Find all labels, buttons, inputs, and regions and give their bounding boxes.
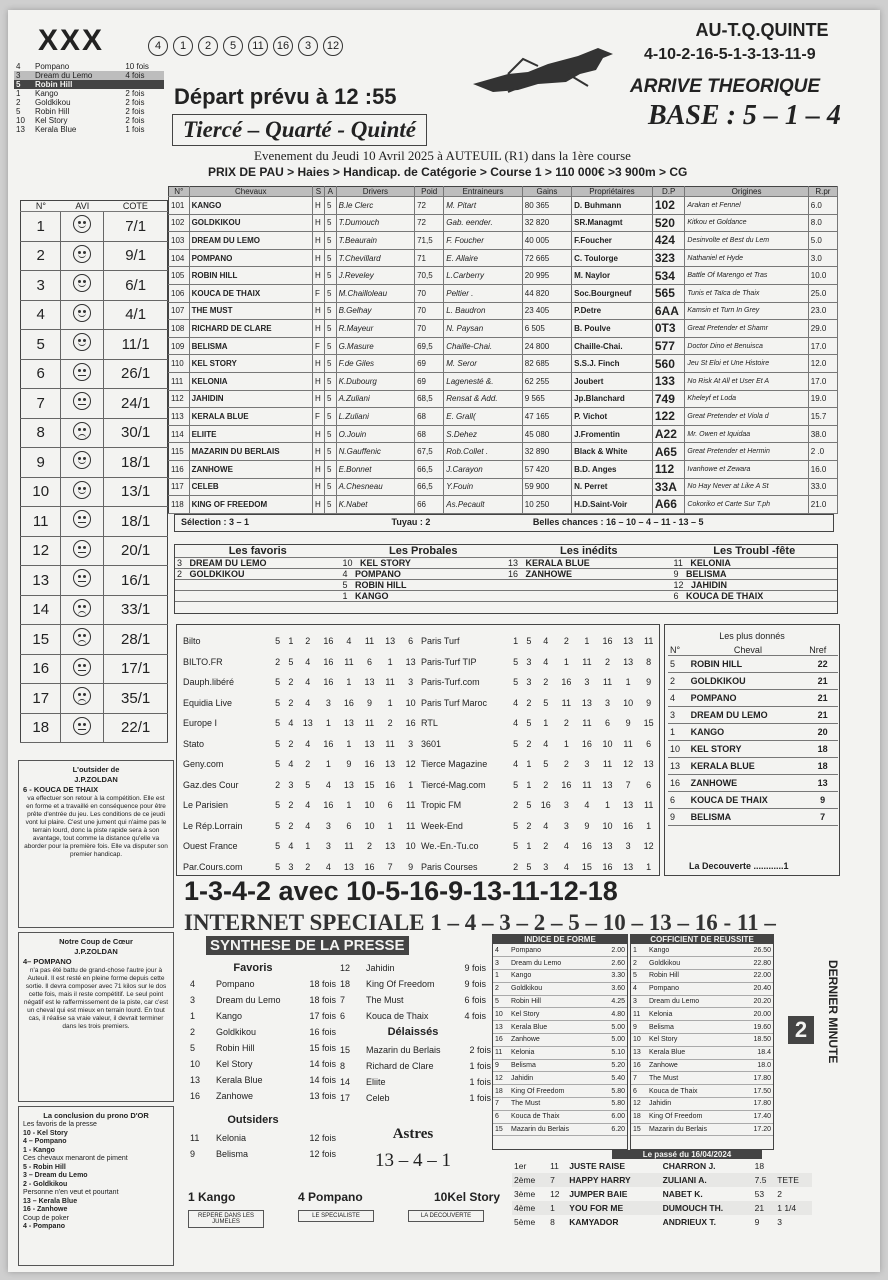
- avi-row: 2 9/1: [21, 241, 168, 271]
- happy-face-icon: [73, 333, 91, 351]
- runner-row: 101 KANGO H 5 B.le Clerc 72 M. Pitart 80 365 D. Buhmann 102 Arakan et Fennel 6.0: [169, 197, 838, 215]
- form-row: 3 Dream du Lemo 20.20: [631, 995, 773, 1008]
- avi-row: 8 30/1: [21, 418, 168, 448]
- runners-header: A: [325, 187, 337, 197]
- runners-table: [168, 186, 838, 514]
- synthese-row: 3 Dream du Lemo 18 fois: [190, 995, 336, 1005]
- synthese-col2: [338, 960, 488, 1024]
- conclusion-line: 13 – Kerala Blue: [23, 1197, 78, 1205]
- avi-header-row: [21, 201, 168, 212]
- avi-row: 16 17/1: [21, 654, 168, 684]
- conclusion-line: Coup de poker: [23, 1214, 69, 1222]
- form-row: 5 Robin Hill 4.25: [493, 995, 627, 1008]
- categories-box: [174, 544, 838, 614]
- press-right-table: [419, 631, 659, 877]
- runners-header: Entraineurs: [444, 187, 523, 197]
- synthese-row: 4 Pompano 18 fois: [190, 979, 336, 989]
- category-title: Les favoris: [175, 545, 341, 558]
- conclusion-lines: [23, 1121, 169, 1232]
- outsider-horse: 6 - KOUCA DE THAIX: [23, 785, 99, 794]
- arrive-label: ARRIVE THEORIQUE: [630, 76, 821, 97]
- horse-logo-icon: [468, 44, 618, 94]
- press-row: Le Parisien 5 2 4 16 1 10 6 11: [183, 800, 416, 811]
- passe-row: 2ème 7 HAPPY HARRY ZULIANI A. 7.5 TETE: [512, 1173, 812, 1187]
- outsider-text: va effectuer son retour à la compétition. Elle est en forme et a travaillé en conséquence pour être prête d'entrée du jeu. Les conditions de ce jeudi vont lui plaire. C'est une jument qui n'aime pas le terrain lourd, donc la piste rapide sera à son avantage, tout comme la distance qu'elle va aborder pour la première fois. Elle va disputer son premier handicap.: [24, 795, 168, 858]
- form-row: 2 Goldkikou 3.60: [493, 982, 627, 995]
- passe-table: [512, 1159, 812, 1229]
- internet-speciale: INTERNET SPECIALE 1 – 4 – 3 – 2 – 5 – 10 – 13 – 16 - 11 –: [184, 910, 776, 935]
- form-row: 10 Kel Story 18.50: [631, 1034, 773, 1047]
- mini-list-row: 1 Kango 2 fois: [16, 89, 145, 98]
- avi-row: 11 18/1: [21, 507, 168, 537]
- conclusion-line: 2 - Goldkikou: [23, 1180, 68, 1188]
- runners-header-row: [169, 187, 838, 197]
- belles-text: Belles chances : 16 – 10 – 4 – 11 - 13 – 5: [532, 517, 704, 527]
- top-right-title: AU-T.Q.QUINTE: [695, 20, 829, 40]
- synthese-row: 1 Kango 17 fois: [190, 1011, 336, 1021]
- synthese-row: 7 The Must 6 fois: [340, 995, 486, 1005]
- neutral-face-icon: [73, 363, 91, 381]
- form-row: 1 Kango 26.50: [631, 944, 773, 957]
- sad-face-icon: [73, 628, 91, 646]
- base-label: BASE : 5 – 1 – 4: [648, 100, 841, 131]
- number-circle: 12: [323, 36, 343, 56]
- avi-table: [20, 200, 168, 743]
- mini-list-row: 3 Dream du Lemo 4 fois: [14, 71, 164, 80]
- number-circle: 4: [148, 36, 168, 56]
- runners-header: Propriétaires: [572, 187, 653, 197]
- runner-row: 113 KERALA BLUE F 5 L.Zuliani 68 E. Grall( 47 165 P. Vichot 122 Great Pretender et Viola d 15.7: [169, 408, 838, 426]
- conclusion-title: La conclusion du prono D'OR: [43, 1111, 149, 1120]
- synthese-row: 2 Goldkikou 16 fois: [190, 1027, 336, 1037]
- conclusion-line: 1 - Kango: [23, 1146, 55, 1154]
- form-row: 5 Robin Hill 22.00: [631, 970, 773, 983]
- form-row: 15 Mazarin du Berlais 6.20: [493, 1123, 627, 1136]
- coef-table: [631, 944, 773, 1136]
- category-item: 5 ROBIN HILL: [341, 580, 507, 591]
- astres-title: Astres: [392, 1126, 434, 1142]
- press-row: Paris Turf 1 5 4 2 1 16 13 11: [421, 636, 654, 647]
- press-row: Gaz.des Cour 2 3 5 4 13 15 16 1: [183, 779, 414, 790]
- number-circle: 2: [198, 36, 218, 56]
- neutral-face-icon: [73, 540, 91, 558]
- form-row: 6 Kouca de Thaix 17.50: [631, 1085, 773, 1098]
- conclusion-line: Personne n'en veut et pourtant: [23, 1189, 119, 1196]
- number-circle: 16: [273, 36, 293, 56]
- xxx-title: XXX: [38, 24, 105, 57]
- synthese-row: 6 Kouca de Thaix 4 fois: [340, 1011, 486, 1021]
- synthese-outsiders: [188, 1130, 338, 1162]
- synthese-row: 16 Zanhowe 13 fois: [190, 1091, 336, 1101]
- press-left-table: [181, 631, 421, 877]
- category-title: Les Troubl -fête: [672, 545, 838, 558]
- big-combination: 1-3-4-2 avec 10-5-16-9-13-11-12-18: [184, 876, 618, 906]
- press-row: Paris-Turf.com 5 3 2 16 3 11 1 9: [421, 677, 652, 688]
- bottom-pick: 10Kel Story LA DECOUVERTE: [408, 1190, 508, 1222]
- form-row: 13 Kerala Blue 5.00: [493, 1021, 627, 1034]
- category-item: 1 KANGO: [341, 591, 507, 602]
- runners-header: Poid: [415, 187, 444, 197]
- prix-line: PRIX DE PAU > Haies > Handicap. de Catégorie > Course 1 > 110 000€ >3 900m > CG: [208, 165, 688, 179]
- runner-row: 102 GOLDKIKOU H 5 T.Dumouch 72 Gab. eender. 32 820 SR.Managmt 520 Kitkou et Goldance 8.0: [169, 214, 838, 232]
- arrival-sequence: 4-10-2-16-5-1-3-13-11-9: [644, 46, 816, 63]
- runner-row: 107 THE MUST H 5 B.Gelhay 70 L. Baudron 23 405 P.Detre 6AA Kamsin et Turn In Grey 23.0: [169, 302, 838, 320]
- press-row: Par.Cours.com 5 3 2 4 13 16 7 9: [183, 861, 414, 872]
- happy-face-icon: [73, 245, 91, 263]
- form-row: 2 Goldkikou 22.80: [631, 957, 773, 970]
- plus-donnes-box: [664, 624, 840, 876]
- delaisses-title: Délaissés: [387, 1026, 439, 1038]
- mini-list-row: 2 Goldkikou 2 fois: [16, 98, 145, 107]
- press-row: We.-En.-Tu.co 5 1 2 4 16 13 3 12: [421, 841, 654, 852]
- press-picks-box: [176, 624, 660, 876]
- press-row: Le Rép.Lorrain 5 2 4 3 6 10 1 11: [183, 820, 416, 831]
- plus-donnes-row: 5 ROBIN HILL 22: [668, 656, 838, 673]
- circle-numbers: [148, 36, 348, 56]
- conclusion-line: 4 - Pompano: [23, 1223, 66, 1230]
- runner-row: 106 KOUCA DE THAIX F 5 M.Chailloleau 70 Peltier . 44 820 Soc.Bourgneuf 565 Tunis et Taïca de Thaix 25.0: [169, 284, 838, 302]
- form-row: 18 King Of Freedom 17.40: [631, 1110, 773, 1123]
- conclusion-line: Ces chevaux menaront de piment: [23, 1155, 128, 1162]
- press-row: Paris Turf Maroc 4 2 5 11 13 3 10 9: [421, 697, 652, 708]
- indice-title: INDICE DE FORME: [493, 935, 627, 944]
- runner-row: 118 KING OF FREEDOM H 5 K.Nabet 66 As.Pecault 10 250 H.D.Saint-Voir A66 Cokoriko et Carte Sur T.ph 21.0: [169, 496, 838, 514]
- passe-box: [512, 1150, 812, 1244]
- runners-header: N°: [169, 187, 190, 197]
- category-item: 9 BELISMA: [672, 569, 838, 580]
- press-row: Ouest France 5 4 1 3 11 2 13 10: [183, 841, 416, 852]
- passe-row: 3ème 12 JUMPER BAIE NABET K. 53 2: [512, 1187, 812, 1201]
- synthese-delaisses: [338, 1042, 493, 1106]
- sad-face-icon: [73, 599, 91, 617]
- runners-header: Drivers: [336, 187, 415, 197]
- category-item: 2 GOLDKIKOU: [175, 569, 341, 580]
- press-row: Geny.com 5 4 2 1 9 16 13 12: [183, 759, 416, 770]
- runner-row: 108 RICHARD DE CLARE H 5 R.Mayeur 70 N. Paysan 6 505 B. Poulve 0T3 Great Pretender et Shamr 29.0: [169, 320, 838, 338]
- coeur-text: n'a pas été battu de grand-chose l'autre jour à Auteuil. Il est resté en pleine forme depuis cette sortie. Il devra composer avec 71 kilos sur le dos cette fois, mais il reste compétitif. Le seul point négatif est le raffermissement de la piste, car c'est un cheval qui est mieux en terrain lourd. En tout cas, il réalise sa vraie valeur, il devrait terminer dans les trois premiers.: [23, 967, 169, 1030]
- passe-row: 4ème 1 YOU FOR ME DUMOUCH TH. 21 1 1/4: [512, 1201, 812, 1215]
- conclusion-line: 5 - Robin Hill: [23, 1163, 66, 1171]
- press-row: Dauph.libéré 5 2 4 16 1 13 11 3: [183, 677, 414, 688]
- avi-row: 13 16/1: [21, 566, 168, 596]
- form-row: 13 Kerala Blue 18.4: [631, 1046, 773, 1059]
- form-row: 16 Zanhowe 18.0: [631, 1059, 773, 1072]
- press-row: BILTO.FR 2 5 4 16 11 6 1 13: [183, 656, 416, 667]
- number-circle: 5: [223, 36, 243, 56]
- happy-face-icon: [73, 274, 91, 292]
- runner-row: 116 ZANHOWE H 5 E.Bonnet 66,5 J.Carayon 57 420 B.D. Anges 112 Ivanhowe et Zewara 16.0: [169, 460, 838, 478]
- avi-row: 1 7/1: [21, 212, 168, 242]
- coef-title: COFFICIENT DE REUSSITE: [631, 935, 773, 944]
- press-row: Stato 5 2 4 16 1 13 11 3: [183, 738, 414, 749]
- category-item: 6 KOUCA DE THAIX: [672, 591, 838, 602]
- synthese-row: 17 Celeb 1 fois: [340, 1093, 491, 1103]
- plus-donnes-row: 9 BELISMA 7: [668, 809, 838, 826]
- favoris-title: Favoris: [233, 962, 273, 974]
- happy-face-icon: [73, 451, 91, 469]
- selection-bar: [174, 514, 834, 532]
- passe-title: Le passé du 16/04/2024: [612, 1150, 762, 1159]
- avi-header: COTE: [104, 201, 168, 212]
- avi-row: 3 6/1: [21, 271, 168, 301]
- avi-row: 17 35/1: [21, 684, 168, 714]
- avi-row: 18 22/1: [21, 713, 168, 743]
- synthese-row: 12 Jahidin 9 fois: [340, 963, 486, 973]
- runner-row: 104 POMPANO H 5 T.Chevillard 71 E. Allaire 72 665 C. Toulorge 323 Nathaniel et Hyde 3.0: [169, 249, 838, 267]
- plus-donnes-row: 6 KOUCA DE THAIX 9: [668, 792, 838, 809]
- mini-list-row: 4 Pompano 10 fois: [16, 62, 149, 71]
- plus-donnes-row: 13 KERALA BLUE 18: [668, 758, 838, 775]
- form-row: 4 Pompano 2.00: [493, 944, 627, 957]
- mini-list-row: 5 Robin Hill: [14, 80, 164, 89]
- form-row: 15 Mazarin du Berlais 17.20: [631, 1123, 773, 1136]
- outsider-title: L'outsider de: [72, 765, 120, 774]
- plus-donnes-row: 1 KANGO 20: [668, 724, 838, 741]
- synthese-title: SYNTHESE DE LA PRESSE: [206, 936, 409, 955]
- synthese-row: 5 Robin Hill 15 fois: [190, 1043, 336, 1053]
- tqq-title: Tiercé – Quarté - Quinté: [172, 114, 427, 146]
- plus-donnes-table: [668, 645, 838, 826]
- mini-list-row: 13 Kerala Blue 1 fois: [16, 125, 145, 134]
- category-item: 10 KEL STORY: [341, 558, 507, 569]
- number-circle: 11: [248, 36, 268, 56]
- mini-list-row: 10 Kel Story 2 fois: [16, 116, 145, 125]
- form-row: 9 Belisma 19.60: [631, 1021, 773, 1034]
- press-row: Tiercé-Mag.com 5 1 2 16 11 13 7 6: [421, 779, 652, 790]
- press-row: Tierce Magazine 4 1 5 2 3 11 12 13: [421, 759, 654, 770]
- conclusion-line: 10 - Kel Story: [23, 1129, 68, 1137]
- tuyau-text: Tuyau : 2: [391, 517, 431, 527]
- avi-row: 7 24/1: [21, 389, 168, 419]
- conclusion-line: 4 – Pompano: [23, 1138, 67, 1145]
- outsider-box: [18, 760, 174, 928]
- runners-header: Chevaux: [189, 187, 312, 197]
- outsider-author: J.P.ZOLDAN: [74, 775, 118, 784]
- sad-face-icon: [73, 422, 91, 440]
- number-circle: 1: [173, 36, 193, 56]
- form-row: 18 King Of Freedom 5.80: [493, 1085, 627, 1098]
- indice-table: [493, 944, 627, 1136]
- selection-text: Sélection : 3 – 1: [181, 517, 250, 527]
- press-row: Paris Courses 2 5 3 4 15 16 13 1: [421, 861, 652, 872]
- coeur-title: Notre Coup de Cœur: [59, 937, 133, 946]
- avi-header: AVI: [61, 201, 104, 212]
- runner-row: 117 CELEB H 5 A.Chesneau 66,5 Y.Fouin 59 900 N. Perret 33A No Hay Never at Like A St 33.0: [169, 478, 838, 496]
- conclusion-line: Les favoris de la presse: [23, 1121, 97, 1128]
- neutral-face-icon: [73, 717, 91, 735]
- form-row: 12 Jahidin 5.40: [493, 1072, 627, 1085]
- runner-row: 109 BELISMA F 5 G.Masure 69,5 Chaille-Chai. 24 800 Chaille-Chai. 577 Doctor Dino et Benuisca 17.0: [169, 337, 838, 355]
- form-row: 9 Belisma 5.20: [493, 1059, 627, 1072]
- synthese-row: 11 Kelonia 12 fois: [190, 1133, 336, 1143]
- form-row: 6 Kouca de Thaix 6.00: [493, 1110, 627, 1123]
- bottom-pick: 4 Pompano LE SPECIALISTE: [298, 1190, 398, 1222]
- category-item: 16 ZANHOWE: [506, 569, 672, 580]
- categories-table: [175, 545, 837, 602]
- outsiders-title: Outsiders: [227, 1114, 279, 1126]
- synthese-row: 9 Belisma 12 fois: [190, 1149, 336, 1159]
- happy-face-icon: [73, 215, 91, 233]
- runners-header: R.pr: [808, 187, 837, 197]
- coeur-horse: 4– POMPANO: [23, 957, 72, 966]
- depart-title: Départ prévu à 12 :55: [174, 84, 397, 109]
- category-item: 12 JAHIDIN: [672, 580, 838, 591]
- number-circle: 3: [298, 36, 318, 56]
- avi-row: 4 4/1: [21, 300, 168, 330]
- plus-donnes-header: N° Cheval Nref: [668, 645, 838, 656]
- category-item: 4 POMPANO: [341, 569, 507, 580]
- conclusion-line: 3 – Dream du Lemo: [23, 1172, 88, 1179]
- passe-row: 1er 11 JUSTE RAISE CHARRON J. 18: [512, 1159, 812, 1173]
- press-row: Europe I 5 4 13 1 13 11 2 16: [183, 718, 416, 729]
- runner-row: 105 ROBIN HILL H 5 J.Reveley 70,5 L.Carberry 20 995 M. Naylor 534 Battle Of Marengo et Tras 10.0: [169, 267, 838, 285]
- form-row: 16 Zanhowe 5.00: [493, 1034, 627, 1047]
- event-line: Evenement du Jeudi 10 Avril 2025 à AUTEUIL (R1) dans la 1ère course: [254, 148, 631, 163]
- happy-face-icon: [73, 481, 91, 499]
- form-row: 7 The Must 17.80: [631, 1072, 773, 1085]
- conclusion-box: [18, 1106, 174, 1266]
- bottom-pick: 1 Kango REPERE DANS LES JUMELES: [188, 1190, 288, 1228]
- coeur-author: J.P.ZOLDAN: [74, 947, 118, 956]
- plus-donnes-row: 3 DREAM DU LEMO 21: [668, 707, 838, 724]
- synthese-favoris: [188, 976, 338, 1104]
- derniere-minute-number: 2: [788, 1016, 814, 1044]
- category-item: 13 KERALA BLUE: [506, 558, 672, 569]
- press-row: Week-End 5 2 4 3 9 10 16 1: [421, 820, 652, 831]
- avi-header: N°: [21, 201, 61, 212]
- conclusion-line: 16 - Zanhowe: [23, 1206, 68, 1213]
- category-title: Les inédits: [506, 545, 672, 558]
- runners-header: D.P: [652, 187, 685, 197]
- sad-face-icon: [73, 687, 91, 705]
- runner-row: 111 KELONIA H 5 K.Dubourg 69 Lagenesté &. 62 255 Joubert 133 No Risk At All et User Et A 17.0: [169, 372, 838, 390]
- avi-row: 6 26/1: [21, 359, 168, 389]
- synthese-row: 18 King Of Freedom 9 fois: [340, 979, 486, 989]
- passe-row: 5ème 8 KAMYADOR ANDRIEUX T. 9 3: [512, 1215, 812, 1229]
- avi-row: 15 28/1: [21, 625, 168, 655]
- coeur-box: [18, 932, 174, 1102]
- runner-row: 112 JAHIDIN H 5 A.Zuliani 68,5 Rensat & Add. 9 565 Jp.Blanchard 749 Kheleyf et Loda 19.0: [169, 390, 838, 408]
- neutral-face-icon: [73, 392, 91, 410]
- decouverte-text: La Decouverte ............1: [689, 861, 789, 871]
- runners-header: Gains: [522, 187, 571, 197]
- plus-donnes-row: 16 ZANHOWE 13: [668, 775, 838, 792]
- press-row: Bilto 5 1 2 16 4 11 13 6: [183, 636, 414, 647]
- happy-face-icon: [73, 304, 91, 322]
- astres-value: 13 – 4 – 1: [375, 1150, 451, 1171]
- runner-row: 115 MAZARIN DU BERLAIS H 5 N.Gauffenic 67,5 Rob.Collet . 32 890 Black & White A65 Great Pretender et Hermin 2 .0: [169, 443, 838, 461]
- runner-row: 114 ELIITE H 5 O.Jouin 68 S.Dehez 45 080 J.Fromentin A22 Mr. Owen et Iquidaa 38.0: [169, 425, 838, 443]
- press-row: Equidia Live 5 2 4 3 16 9 1 10: [183, 697, 416, 708]
- category-item: 11 KELONIA: [672, 558, 838, 569]
- form-row: 7 The Must 5.80: [493, 1098, 627, 1111]
- avi-row: 12 20/1: [21, 536, 168, 566]
- neutral-face-icon: [73, 569, 91, 587]
- plus-donnes-row: 2 GOLDKIKOU 21: [668, 673, 838, 690]
- derniere-minute-label: DERNIER MINUTE: [826, 960, 840, 1064]
- plus-donnes-title: Les plus donnés: [719, 631, 785, 641]
- press-row: Paris-Turf TIP 5 3 4 1 11 2 13 8: [421, 656, 652, 667]
- runners-header: Origines: [685, 187, 808, 197]
- neutral-face-icon: [73, 510, 91, 528]
- runner-row: 110 KEL STORY H 5 F.de Giles 69 M. Seror 82 685 S.S.J. Finch 560 Jeu St Eloi et Une Histoire 12.0: [169, 355, 838, 373]
- form-row: 3 Dream du Lemo 2.60: [493, 957, 627, 970]
- plus-donnes-row: 4 POMPANO 21: [668, 690, 838, 707]
- runner-row: 103 DREAM DU LEMO H 5 T.Beaurain 71,5 F. Foucher 40 005 F.Foucher 424 Desinvolte et Best du Lem 5.0: [169, 232, 838, 250]
- form-row: 11 Kelonia 20.00: [631, 1008, 773, 1021]
- bottom-picks: [188, 1190, 508, 1250]
- coef-box: [630, 934, 774, 1150]
- avi-row: 5 11/1: [21, 330, 168, 360]
- newspaper-page: [8, 10, 880, 1272]
- synthese-row: 13 Kerala Blue 14 fois: [190, 1075, 336, 1085]
- plus-donnes-row: 10 KEL STORY 18: [668, 741, 838, 758]
- avi-row: 14 33/1: [21, 595, 168, 625]
- form-row: 11 Kelonia 5.10: [493, 1046, 627, 1059]
- press-row: Tropic FM 2 5 16 3 4 1 13 11: [421, 800, 654, 811]
- form-row: 10 Kel Story 4.80: [493, 1008, 627, 1021]
- category-item: 3 DREAM DU LEMO: [175, 558, 341, 569]
- synthese-row: 8 Richard de Clare 1 fois: [340, 1061, 491, 1071]
- form-row: 1 Kango 3.30: [493, 970, 627, 983]
- synthese-row: 10 Kel Story 14 fois: [190, 1059, 336, 1069]
- mini-list-row: 5 Robin Hill 2 fois: [16, 107, 145, 116]
- neutral-face-icon: [73, 658, 91, 676]
- avi-row: 9 18/1: [21, 448, 168, 478]
- press-row: RTL 4 5 1 2 11 6 9 15: [421, 718, 654, 729]
- runners-header: S: [312, 187, 324, 197]
- form-row: 4 Pompano 20.40: [631, 982, 773, 995]
- mini-list: [14, 62, 164, 134]
- form-row: 12 Jahidin 17.80: [631, 1098, 773, 1111]
- indice-box: [492, 934, 628, 1150]
- category-title: Les Probales: [341, 545, 507, 558]
- press-row: 3601 5 2 4 1 16 10 11 6: [421, 738, 652, 749]
- synthese-row: 15 Mazarin du Berlais 2 fois: [340, 1045, 491, 1055]
- avi-row: 10 13/1: [21, 477, 168, 507]
- synthese-row: 14 Eliite 1 fois: [340, 1077, 491, 1087]
